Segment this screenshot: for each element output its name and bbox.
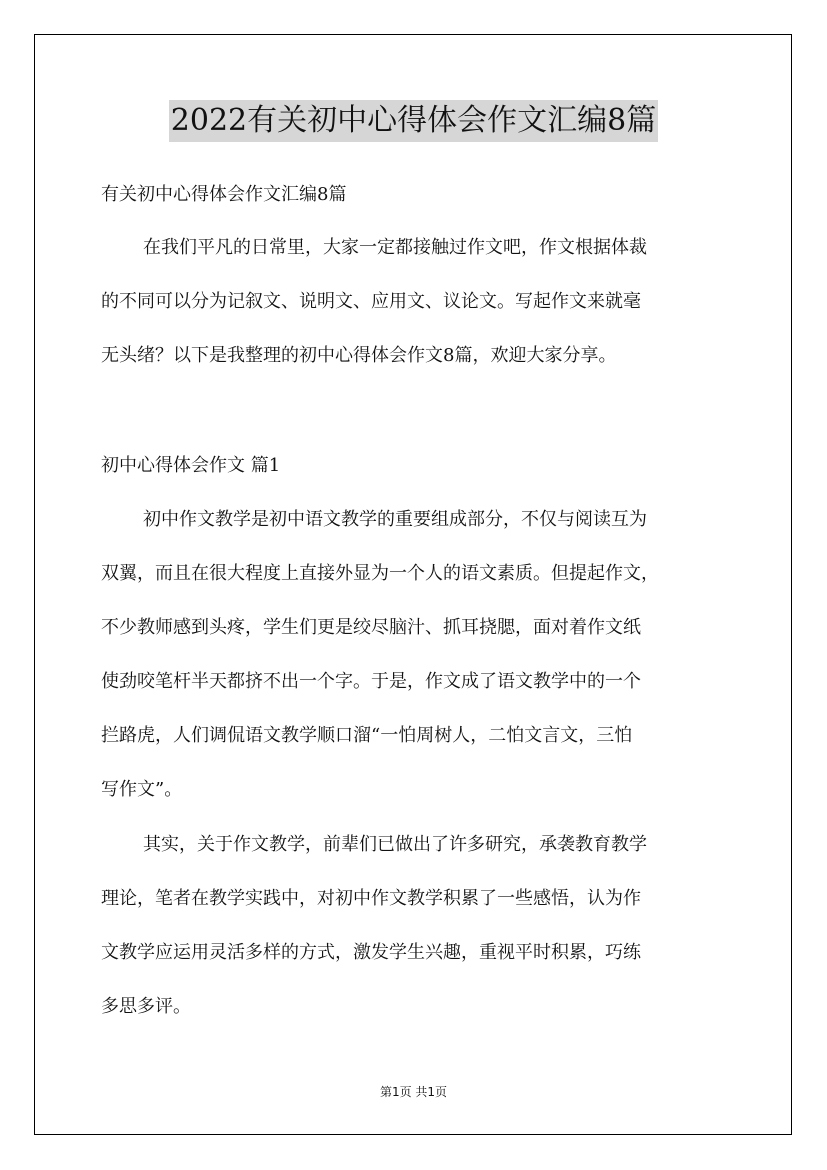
paragraph1-line-2: 双翼，而且在很大程度上直接外显为一个人的语文素质。但提起作文， [101,563,659,584]
intro-line-1: 在我们平凡的日常里，大家一定都接触过作文吧，作文根据体裁 [143,237,647,258]
paragraph2-line-4: 多思多评。 [101,996,191,1017]
paragraph1-line-3: 不少教师感到头疼，学生们更是绞尽脑汁、抓耳挠腮，面对着作文纸 [101,617,641,638]
paragraph2-line-1: 其实，关于作文教学，前辈们已做出了许多研究，承袭教育教学 [143,834,647,855]
paragraph1-line-5: 拦路虎，人们调侃语文教学顺口溜“一怕周树人，二怕文言文，三怕 [101,725,633,746]
document-subtitle: 有关初中心得体会作文汇编8篇 [101,184,347,205]
document-title: 2022有关初中心得体会作文汇编8篇 [169,100,658,142]
page-footer: 第1页 共1页 [379,1085,448,1099]
intro-line-2: 的不同可以分为记叙文、说明文、应用文、议论文。写起作文来就毫 [101,291,641,312]
title-container [0,100,827,142]
paragraph2-line-2: 理论，笔者在教学实践中，对初中作文教学积累了一些感悟，认为作 [101,888,641,909]
paragraph1-line-4: 使劲咬笔杆半天都挤不出一个字。于是，作文成了语文教学中的一个 [101,671,641,692]
paragraph1-line-1: 初中作文教学是初中语文教学的重要组成部分，不仅与阅读互为 [143,509,647,530]
intro-line-3: 无头绪？以下是我整理的初中心得体会作文8篇，欢迎大家分享。 [101,345,617,366]
paragraph2-line-3: 文教学应运用灵活多样的方式，激发学生兴趣，重视平时积累，巧练 [101,942,641,963]
paragraph1-line-6: 写作文”。 [101,779,183,800]
section-heading: 初中心得体会作文 篇1 [101,455,281,476]
